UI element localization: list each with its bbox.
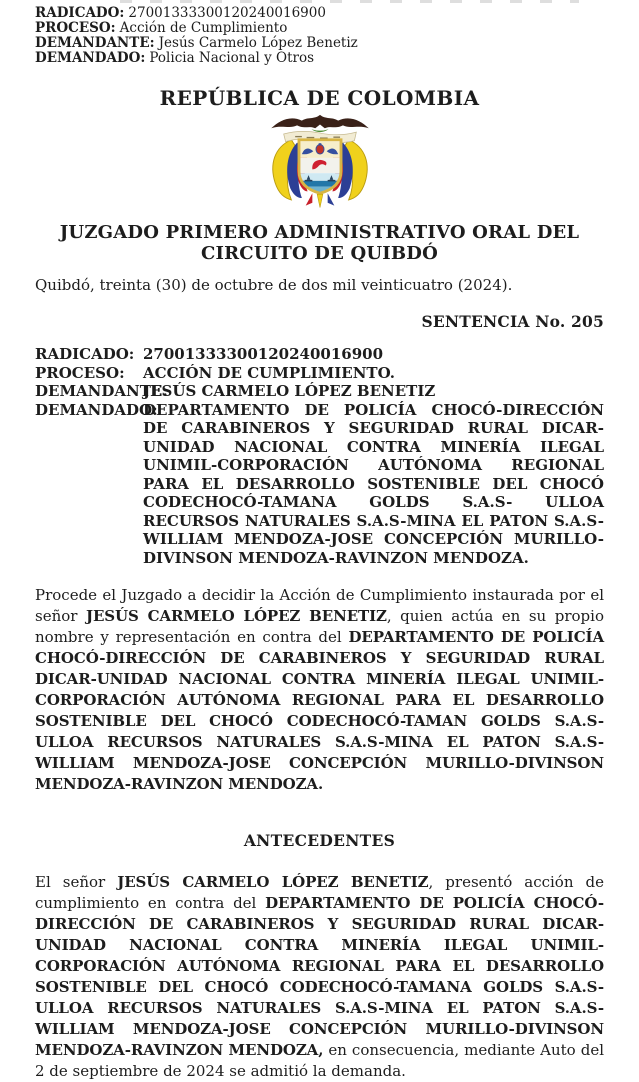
stamp-value: Policia Nacional y Otros xyxy=(149,50,315,66)
case-label: RADICADO: xyxy=(35,345,135,363)
case-label: DEMANDANTE: xyxy=(35,382,168,400)
antecedentes-paragraph: El señor JESÚS CARMELO LÓPEZ BENETIZ, presentó acción de cumplimiento en contra del DEPARTAMENTO DE POLICÍA CHOCÓ-DIRECCIÓN DE CARABINEROS Y SEGURIDAD RURAL DICAR-UNIDAD NACIONAL CONTRA MINERÍA ILEGAL UNIMIL-CORPORACIÓN AUTÓNOMA REGIONAL PARA EL DESARROLLO SOSTENIBLE DEL CHOCÓ CODECHOCÓ-TAMANA GOLDS S.A.S- ULLOA RECURSOS NATURALES S.A.S-MINA EL PATON S.A.S-WILLIAM MENDOZA-JOSE CONCEPCIÓN MURILLO-DIVINSON MENDOZA-RAVINZON MENDOZA, en consecuencia, mediante Auto del 2 de septiembre de 2024 se admitió la demanda. xyxy=(35,873,604,1080)
stamp-row xyxy=(35,21,604,36)
court-name-line2: CIRCUITO DE QUIBDÓ xyxy=(201,243,438,264)
sentence-number: SENTENCIA No. 205 xyxy=(421,312,604,331)
intro-paragraph: Procede el Juzgado a decidir la Acción de Cumplimiento instaurada por el señor JESÚS CARMELO LÓPEZ BENETIZ, quien actúa en su propio nombre y representación en contra del DEPARTAMENTO DE POLICÍA CHOCÓ-DIRECCIÓN DE CARABINEROS Y SEGURIDAD RURAL DICAR-UNIDAD NACIONAL CONTRA MINERÍA ILEGAL UNIMIL-CORPORACIÓN AUTÓNOMA REGIONAL PARA EL DESARROLLO SOSTENIBLE DEL CHOCÓ CODECHOCÓ-TAMAN GOLDS S.A.S- ULLOA RECURSOS NATURALES S.A.S-MINA EL PATON S.A.S-WILLIAM MENDOZA-JOSE CONCEPCIÓN MURILLO-DIVINSON MENDOZA-RAVINZON MENDOZA. xyxy=(35,586,604,793)
table-row xyxy=(35,401,604,568)
case-value: 27001333300120240016900 xyxy=(143,345,384,363)
stamp-value: Jesús Carmelo López Benetiz xyxy=(158,35,358,51)
court-name-line1: JUZGADO PRIMERO ADMINISTRATIVO ORAL DEL xyxy=(59,222,580,243)
stamp-header xyxy=(35,6,604,66)
case-label: PROCESO: xyxy=(35,363,125,382)
shield-sea-sky xyxy=(298,173,340,181)
case-table xyxy=(35,345,604,567)
stamp-value: 27001333300120240016900 xyxy=(128,5,326,21)
stamp-label: DEMANDADO: xyxy=(35,50,146,66)
table-row xyxy=(35,345,604,364)
stamp-label: DEMANDANTE: xyxy=(35,35,155,51)
shield-bottom-ribbon-icon xyxy=(305,193,334,207)
stamp-value: Acción de Cumplimiento xyxy=(119,20,288,36)
table-row xyxy=(35,382,604,401)
stamp-row xyxy=(35,6,604,21)
place-date-line: Quibdó, treinta (30) de octubre de dos mil veinticuatro (2024). xyxy=(35,276,513,294)
stamp-row xyxy=(35,36,604,51)
case-label: DEMANDADO: xyxy=(35,400,158,419)
shield-icon xyxy=(298,140,340,194)
table-row xyxy=(35,364,604,383)
court-name xyxy=(35,222,604,264)
clipped-scan-artifact xyxy=(120,0,579,3)
section-heading-antecedentes: ANTECEDENTES xyxy=(243,831,396,850)
case-value: ACCIÓN DE CUMPLIMIENTO. xyxy=(143,363,395,382)
page-title: REPÚBLICA DE COLOMBIA xyxy=(159,86,480,110)
case-value: JESÚS CARMELO LÓPEZ BENETIZ xyxy=(143,382,436,400)
condor-icon xyxy=(271,115,368,132)
coat-of-arms-of-colombia-icon xyxy=(253,113,387,220)
stamp-label: RADICADO: xyxy=(35,5,125,21)
case-value: DEPARTAMENTO DE POLICÍA CHOCÓ-DIRECCIÓN DE CARABINEROS Y SEGURIDAD RURAL DICAR-UNIDAD NACIONAL CONTRA MINERÍA ILEGAL UNIMIL-CORPORACIÓN AUTÓNOMA REGIONAL PARA EL DESARROLLO SOSTENIBLE DEL CHOCÓ CODECHOCÓ-TAMANA GOLDS S.A.S- ULLOA RECURSOS NATURALES S.A.S-MINA EL PATON S.A.S-WILLIAM MENDOZA-JOSE CONCEPCIÓN MURILLO-DIVINSON MENDOZA-RAVINZON MENDOZA. xyxy=(143,400,604,567)
stamp-row xyxy=(35,51,604,66)
stamp-label: PROCESO: xyxy=(35,20,116,36)
